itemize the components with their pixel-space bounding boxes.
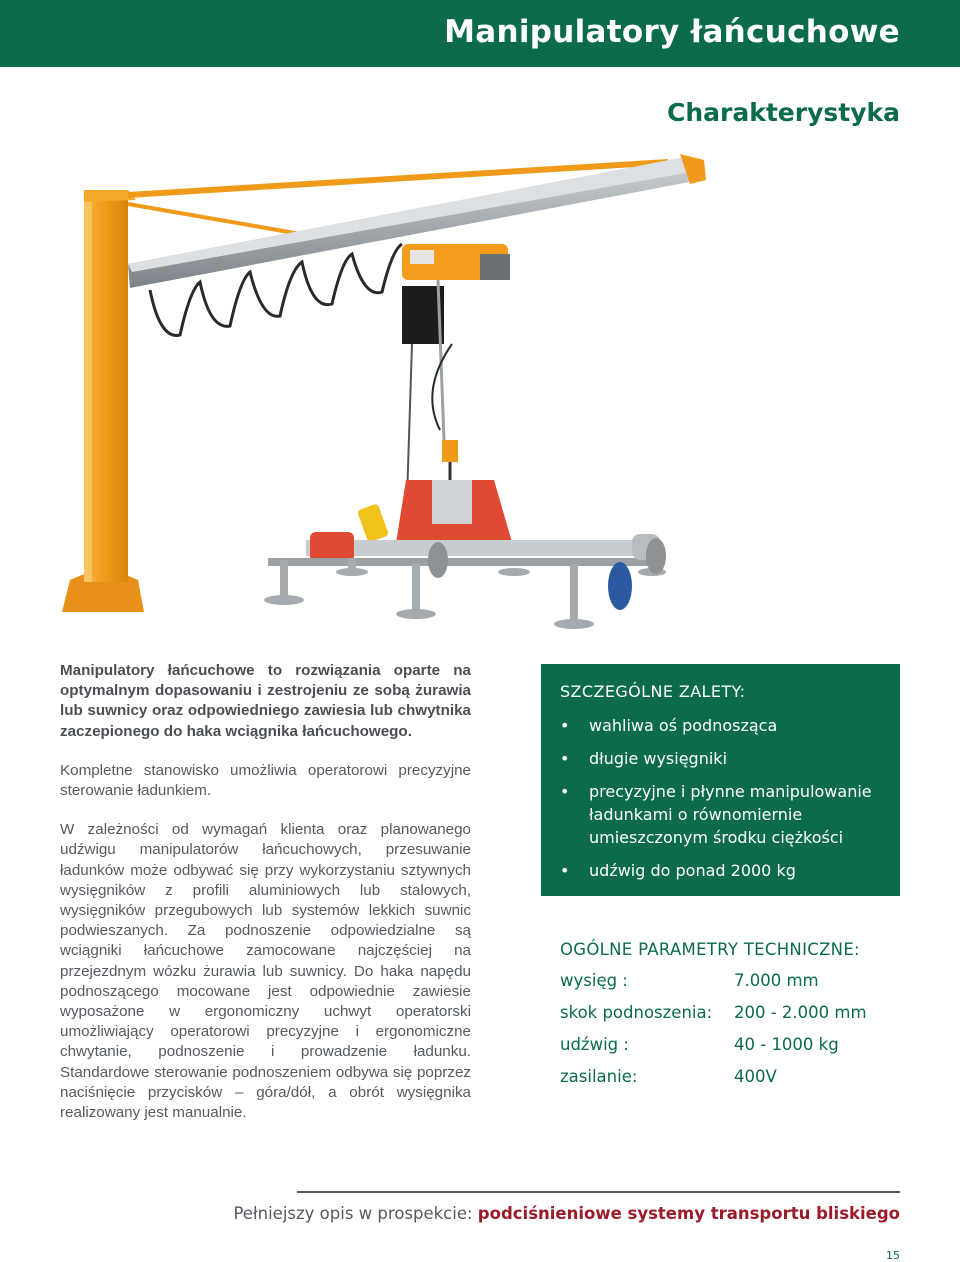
bullet-icon: • [560, 861, 570, 880]
parameter-label: udźwig : [560, 1035, 629, 1054]
footer-prefix: Pełniejszy opis w prospekcie: [233, 1204, 478, 1223]
body-paragraph: W zależności od wymagań klienta oraz planowanego udźwigu manipulatorów łańcuchowych, przesuwanie ładunków może odbywać się przy wykorzystaniu sztywnych wysięgników z profili aluminiowych lub stalowych, wysięgników przegubowych lub systemów lekkich suwnic podwieszanych. Za podnoszenie odpowiedzialne są wciągniki łańcuchowe zamocowane najczęściej na przejezdnym wózku żurawia lub suwnicy. Do haka napędu podnoszącego mocowane jest odpowiednie zawiesie wyposażone w ergonomiczny uchwyt operatorski umożliwiający operatorowi precyzyjne i ergonomiczne chwytanie, podnoszenie i prowadzenie ładunku. Standardowe sterowanie podnoszeniem odbywa się poprzez naciśnięcie przycisków – góra/dół, a obrót wysięgnika realizowany jest manualnie. [60, 821, 471, 1122]
bullet-icon: • [560, 782, 570, 801]
bullet-icon: • [560, 716, 570, 735]
footer-divider [297, 1191, 900, 1193]
advantages-heading: SZCZEGÓLNE ZALETY: [560, 682, 746, 701]
bullet-icon: • [560, 749, 570, 768]
parameter-row [560, 969, 900, 993]
page-title: Manipulatory łańcuchowe [444, 14, 900, 50]
jib-crane-vacuum-lifter-photo [40, 140, 720, 640]
parameter-value: 7.000 mm [734, 971, 819, 990]
list-item [560, 714, 890, 737]
list-item-text: wahliwa oś podnosząca [589, 716, 778, 735]
list-item [560, 780, 890, 849]
list-item-text: precyzyjne i płynne manipulowanie ładunkami o równomiernie umieszczonym środku ciężkości [589, 782, 872, 847]
parameter-value: 40 - 1000 kg [734, 1035, 839, 1054]
list-item [560, 747, 890, 770]
brochure-link[interactable]: podciśnieniowe systemy transportu bliskiego [477, 1204, 900, 1223]
parameter-value: 200 - 2.000 mm [734, 1003, 867, 1022]
description-column [60, 661, 471, 1142]
parameter-value: 400V [734, 1067, 777, 1086]
parameter-row [560, 1065, 900, 1089]
page-number: 15 [886, 1249, 900, 1262]
advantages-box [541, 664, 900, 896]
list-item-text: długie wysięgniki [589, 749, 728, 768]
header-bar [0, 0, 960, 67]
section-title: Charakterystyka [667, 98, 900, 127]
parameter-row [560, 1001, 900, 1025]
parameter-row [560, 1033, 900, 1057]
parameter-label: skok podnoszenia: [560, 1003, 713, 1022]
parameter-label: wysięg : [560, 971, 628, 990]
technical-parameters [560, 940, 900, 1097]
advantages-list [560, 714, 890, 892]
intro-lead: Manipulatory łańcuchowe to rozwiązania oparte na optymalnym dopasowaniu i zestrojeniu ze sobą żurawia lub suwnicy oraz odpowiedniego zawiesia lub chwytnika zaczepionego do haka wciągnika łańcuchowego. [60, 662, 471, 740]
parameter-label: zasilanie: [560, 1067, 638, 1086]
list-item-text: udźwig do ponad 2000 kg [589, 861, 796, 880]
intro-paragraph: Kompletne stanowisko umożliwia operatorowi precyzyjne sterowanie ładunkiem. [60, 761, 471, 800]
parameters-heading: OGÓLNE PARAMETRY TECHNICZNE: [560, 940, 860, 959]
footer-reference [233, 1204, 900, 1223]
list-item [560, 859, 890, 882]
